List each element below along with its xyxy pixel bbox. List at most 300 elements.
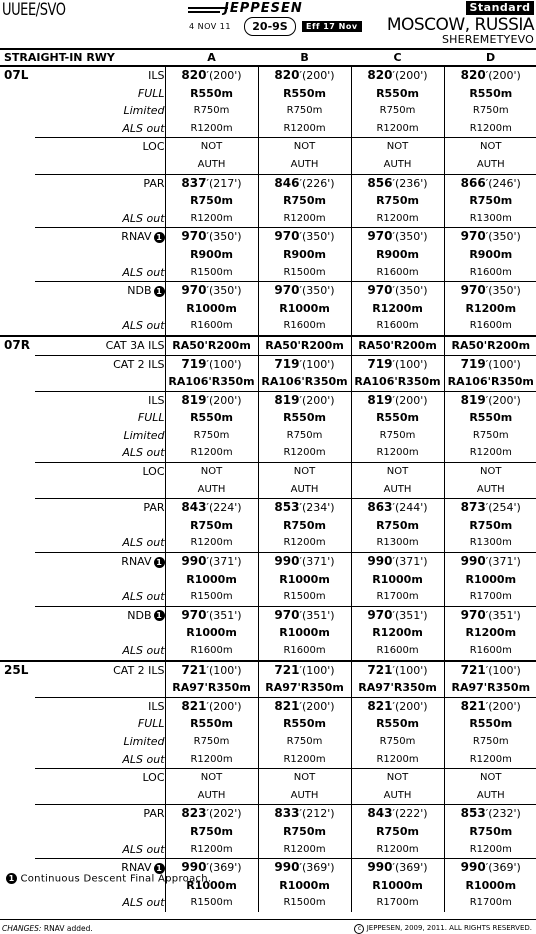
minimum-altitude — [166, 553, 258, 571]
visibility-value: R1000m — [186, 626, 237, 640]
altitude-value: 819 — [460, 392, 486, 407]
approach-label — [35, 662, 165, 680]
approach-label-text: ILS — [148, 393, 165, 407]
feet-mark: ′ — [485, 699, 489, 713]
altitude-value: 846 — [274, 175, 300, 190]
approach-label — [35, 698, 165, 716]
approach-label — [35, 317, 165, 335]
minimum-value: NOT — [200, 772, 223, 784]
minimum-value: R750m — [286, 105, 323, 117]
minimum-altitude — [166, 175, 258, 193]
minimum-value: R1200m — [469, 843, 512, 855]
category-cell — [258, 499, 351, 553]
minimum-value: AUTH — [476, 789, 505, 801]
minimum-altitude — [259, 282, 351, 300]
feet-mark: ′ — [299, 176, 302, 190]
visibility-value: RA97'R350m — [265, 681, 344, 695]
approach-label — [35, 246, 165, 264]
altitude-value: 821 — [274, 698, 300, 713]
visibility-value: R550m — [190, 411, 233, 425]
category-cell — [258, 66, 351, 138]
minimum-value: AUTH — [476, 158, 505, 170]
visibility-value: RA50'R200m — [451, 338, 531, 352]
column-header: C — [351, 49, 444, 66]
height-value: (100') — [488, 357, 521, 371]
height-value: (350') — [394, 230, 428, 244]
category-cell — [165, 174, 258, 228]
approach-label — [35, 175, 165, 193]
category-cell — [351, 606, 444, 660]
approach-label — [35, 373, 165, 391]
table-row — [0, 174, 536, 228]
altitude-value: 719 — [367, 356, 393, 371]
altitude-value: 990 — [367, 860, 393, 875]
height-value: (100') — [208, 357, 242, 371]
cdfa-note-icon: 1 — [154, 232, 165, 243]
table-row — [0, 553, 536, 607]
visibility-value: RA50'R200m — [358, 338, 437, 352]
feet-mark: ′ — [392, 807, 395, 821]
approach-label-cell — [35, 769, 165, 805]
table-row — [0, 336, 536, 355]
approach-label — [35, 751, 165, 769]
approach-label-text: ALS out — [122, 896, 165, 910]
feet-mark: ′ — [392, 608, 395, 622]
feet-mark: ′ — [392, 284, 395, 298]
height-value: (371') — [301, 555, 335, 569]
minimum-value: R1500m — [190, 266, 233, 278]
category-cell — [444, 391, 536, 462]
approach-label-text: ALS out — [122, 752, 165, 766]
runway-cell — [0, 661, 35, 698]
column-header: D — [444, 49, 536, 66]
minimum-value: NOT — [293, 466, 316, 478]
approach-label-cell — [35, 859, 165, 912]
visibility-value: R550m — [469, 411, 513, 425]
visibility-value: R1200m — [465, 301, 517, 315]
minimum-altitude — [445, 698, 536, 716]
height-value: (100') — [301, 357, 335, 371]
altitude-value: 819 — [367, 392, 393, 407]
feet-mark: ′ — [299, 501, 302, 515]
height-value: (100') — [208, 663, 242, 677]
minimum-value: R1600m — [190, 645, 233, 656]
category-cell — [258, 463, 351, 499]
approach-label-text: FULL — [137, 86, 165, 100]
height-value: (350') — [488, 230, 521, 244]
minimum-value: R1500m — [283, 591, 326, 603]
altitude-value: 820 — [367, 68, 393, 82]
minimum-altitude — [259, 698, 351, 716]
minimum-value: R1600m — [376, 320, 419, 332]
footer-divider — [0, 919, 536, 920]
approach-label-cell — [35, 391, 165, 462]
feet-mark: ′ — [299, 663, 302, 677]
chart-header — [0, 0, 536, 46]
altitude-value: 721 — [181, 662, 207, 677]
minimum-altitude — [352, 392, 444, 410]
height-value: (351') — [301, 608, 335, 622]
minimum-altitude — [352, 553, 444, 571]
runway-cell — [0, 282, 35, 336]
height-value: (351') — [208, 608, 242, 622]
altitude-value: 970 — [274, 229, 300, 244]
height-value: (202') — [208, 807, 242, 821]
approach-label-text: CAT 3A ILS — [105, 338, 165, 352]
visibility-value: RA50'R200m — [265, 338, 344, 352]
visibility-value: R550m — [283, 86, 326, 100]
minimum-value: R1200m — [469, 447, 512, 459]
feet-mark: ′ — [392, 555, 395, 569]
category-cell — [351, 661, 444, 698]
footnote-marker-icon: 1 — [6, 873, 17, 884]
approach-label-text: ALS out — [122, 211, 165, 225]
category-cell — [351, 336, 444, 355]
column-header: B — [258, 49, 351, 66]
visibility-value: R1000m — [372, 572, 423, 586]
altitude-value: 990 — [367, 554, 393, 569]
minimums-table — [0, 48, 536, 912]
chart-date: 4 NOV 11 — [189, 22, 231, 31]
altitude-value: 970 — [181, 283, 207, 298]
minimum-value: R1200m — [190, 447, 233, 459]
height-value: (200') — [208, 699, 242, 713]
feet-mark: ′ — [206, 807, 209, 821]
runway-cell — [0, 553, 35, 607]
visibility-value: R900m — [469, 247, 513, 261]
feet-mark: ′ — [299, 69, 302, 82]
visibility-value: RA106'R350m — [447, 375, 534, 389]
minimum-value: AUTH — [197, 789, 226, 801]
minimum-value: R1200m — [283, 843, 326, 855]
category-cell — [165, 463, 258, 499]
minimum-value: AUTH — [476, 483, 505, 495]
altitude-value: 856 — [367, 175, 393, 190]
minimum-altitude — [445, 175, 536, 193]
approach-label — [35, 85, 165, 103]
altitude-value: 843 — [367, 806, 393, 821]
feet-mark: ′ — [485, 501, 489, 515]
approach-label-text: ALS out — [122, 842, 165, 856]
category-cell — [444, 661, 536, 698]
approach-label — [35, 624, 165, 642]
approach-label-text: CAT 2 ILS — [113, 357, 165, 371]
brand-name: JEPPESEN — [224, 1, 303, 16]
minimum-value: R1200m — [283, 537, 326, 549]
airport-name: SHEREMETYEVO — [441, 33, 534, 46]
altitude-value: 820 — [460, 68, 486, 82]
category-cell — [444, 463, 536, 499]
category-cell — [258, 661, 351, 698]
minimum-altitude — [445, 67, 536, 85]
category-cell — [258, 769, 351, 805]
feet-mark: ′ — [485, 357, 489, 371]
category-cell — [444, 336, 536, 355]
height-value: (200') — [301, 393, 335, 407]
approach-label-text: PAR — [143, 501, 165, 515]
approach-label — [35, 499, 165, 517]
feet-mark: ′ — [299, 230, 302, 244]
feet-mark: ′ — [299, 699, 302, 713]
height-value: (100') — [394, 357, 428, 371]
approach-label-text: Limited — [123, 734, 165, 748]
minimum-altitude — [259, 553, 351, 571]
visibility-value: R550m — [283, 717, 326, 731]
height-value: (212') — [301, 807, 335, 821]
approach-label-text: ALS out — [122, 644, 165, 657]
approach-label-cell — [35, 463, 165, 499]
altitude-value: 721 — [274, 662, 300, 677]
approach-label-text: NDB — [127, 284, 152, 298]
minimum-value: NOT — [200, 141, 223, 153]
height-value: (200') — [301, 699, 335, 713]
feet-mark: ′ — [206, 69, 209, 82]
feet-mark: ′ — [206, 230, 209, 244]
category-cell — [258, 336, 351, 355]
altitude-value: 970 — [367, 283, 393, 298]
minimum-altitude — [259, 228, 351, 246]
feet-mark: ′ — [392, 357, 395, 371]
height-value: (200') — [208, 393, 242, 407]
minimum-value: AUTH — [383, 158, 412, 170]
height-value: (100') — [488, 663, 521, 677]
visibility-value: R1000m — [186, 878, 237, 892]
approach-label — [35, 534, 165, 552]
minimum-altitude — [166, 698, 258, 716]
approach-label — [35, 823, 165, 841]
minimum-value: R1200m — [190, 843, 233, 855]
height-value: (236') — [394, 176, 428, 190]
minimum-altitude — [259, 499, 351, 517]
approach-label-cell — [35, 228, 165, 282]
visibility-value: R550m — [469, 717, 513, 731]
altitude-value: 721 — [367, 662, 393, 677]
approach-label — [35, 210, 165, 228]
changes-note — [2, 924, 93, 933]
minimum-value: R750m — [286, 429, 323, 441]
minimum-altitude — [352, 282, 444, 300]
height-value: (254') — [488, 501, 521, 515]
category-cell — [258, 553, 351, 607]
minimum-value: R750m — [472, 735, 509, 747]
height-value: (200') — [394, 69, 428, 82]
runway-cell — [0, 606, 35, 660]
visibility-value: R900m — [190, 247, 233, 261]
altitude-value: 821 — [367, 698, 393, 713]
approach-label-text: Limited — [123, 428, 165, 442]
approach-label-text: PAR — [143, 807, 165, 821]
icao-identifier: UUEE/SVO — [2, 0, 66, 20]
category-cell — [165, 805, 258, 859]
minimum-altitude — [259, 805, 351, 823]
visibility-value: R750m — [469, 194, 513, 208]
category-cell — [165, 336, 258, 355]
altitude-value: 970 — [460, 283, 486, 298]
visibility-value: R1200m — [465, 626, 517, 640]
visibility-value: RA106'R350m — [354, 375, 441, 389]
height-value: (200') — [488, 69, 521, 82]
minimum-altitude — [166, 228, 258, 246]
minimum-value: R1200m — [376, 753, 419, 765]
height-value: (350') — [208, 284, 242, 298]
altitude-value: 863 — [367, 500, 393, 515]
feet-mark: ′ — [392, 230, 395, 244]
altitude-value: 833 — [274, 806, 300, 821]
approach-label — [35, 894, 165, 912]
approach-label-text: PAR — [143, 176, 165, 190]
minimum-altitude — [445, 805, 536, 823]
city-name: MOSCOW, RUSSIA — [386, 15, 534, 35]
minimum-value: NOT — [480, 772, 502, 784]
minimum-value: R1200m — [190, 753, 233, 765]
approach-label — [35, 138, 165, 156]
minimum-value: R1700m — [469, 591, 512, 603]
visibility-value: R1000m — [186, 301, 237, 315]
altitude-value: 819 — [274, 392, 300, 407]
height-value: (244') — [394, 501, 428, 515]
minimum-altitude — [352, 499, 444, 517]
feet-mark: ′ — [299, 284, 302, 298]
table-row — [0, 499, 536, 553]
visibility-value: R750m — [469, 518, 513, 532]
minimum-altitude — [445, 392, 536, 410]
feet-mark: ′ — [299, 807, 302, 821]
minimum-altitude — [259, 607, 351, 625]
visibility-value: RA50'R200m — [172, 338, 251, 352]
table-row — [0, 697, 536, 768]
approach-label — [35, 120, 165, 138]
runway-cell — [0, 228, 35, 282]
approach-label — [35, 715, 165, 733]
feet-mark: ′ — [392, 861, 395, 875]
visibility-value: R750m — [190, 824, 233, 838]
feet-mark: ′ — [299, 861, 302, 875]
minimum-altitude — [445, 607, 536, 625]
feet-mark: ′ — [206, 699, 209, 713]
minimum-altitude — [259, 392, 351, 410]
visibility-value: RA106'R350m — [168, 375, 255, 389]
feet-mark: ′ — [485, 663, 489, 677]
category-cell — [444, 499, 536, 553]
feet-mark: ′ — [206, 501, 209, 515]
visibility-value: R1000m — [372, 878, 423, 892]
category-cell — [351, 499, 444, 553]
category-cell — [351, 391, 444, 462]
category-cell — [165, 606, 258, 660]
minimum-altitude — [166, 499, 258, 517]
approach-label — [35, 588, 165, 606]
minimum-altitude — [352, 698, 444, 716]
height-value: (222') — [394, 807, 428, 821]
jeppesen-logo — [188, 2, 323, 16]
approach-label — [35, 102, 165, 120]
approach-label-text: ALS out — [122, 446, 165, 460]
height-value: (246') — [488, 176, 521, 190]
height-value: (350') — [301, 230, 335, 244]
height-value: (369') — [394, 861, 428, 875]
table-header-row — [0, 49, 536, 66]
approach-label — [35, 356, 165, 374]
height-value: (350') — [208, 230, 242, 244]
altitude-value: 837 — [181, 175, 207, 190]
height-value: (100') — [394, 663, 428, 677]
category-cell — [351, 282, 444, 336]
category-cell — [351, 859, 444, 912]
minimum-value: R1600m — [469, 266, 512, 278]
minimum-value: NOT — [480, 141, 502, 153]
visibility-value: R750m — [283, 824, 326, 838]
feet-mark: ′ — [206, 555, 209, 569]
approach-label — [35, 264, 165, 282]
minimum-altitude — [166, 356, 258, 374]
category-cell — [165, 228, 258, 282]
approach-label-cell — [35, 805, 165, 859]
approach-label — [35, 805, 165, 823]
feet-mark: ′ — [485, 230, 489, 244]
minimum-altitude — [445, 859, 536, 877]
visibility-value: R750m — [376, 824, 419, 838]
column-header: STRAIGHT-IN RWY — [0, 49, 165, 66]
approach-label — [35, 67, 165, 85]
visibility-value: R550m — [376, 717, 419, 731]
approach-label — [35, 517, 165, 535]
altitude-value: 990 — [460, 554, 486, 569]
altitude-value: 866 — [460, 175, 486, 190]
visibility-value: R900m — [283, 247, 326, 261]
runway-cell — [0, 805, 35, 859]
visibility-value: R550m — [190, 717, 233, 731]
cdfa-note-icon: 1 — [154, 557, 165, 568]
copyright-text: JEPPESEN, 2009, 2011. ALL RIGHTS RESERVED. — [366, 924, 532, 932]
approach-label-cell — [35, 499, 165, 553]
category-cell — [444, 805, 536, 859]
minimum-value: R750m — [379, 735, 416, 747]
approach-label — [35, 553, 165, 571]
altitude-value: 719 — [274, 356, 300, 371]
approach-label-text: ILS — [148, 699, 165, 713]
category-cell — [351, 138, 444, 174]
altitude-value: 820 — [181, 68, 207, 82]
height-value: (200') — [488, 393, 521, 407]
minimum-altitude — [352, 859, 444, 877]
minimum-value: NOT — [480, 466, 502, 478]
category-cell — [258, 228, 351, 282]
feet-mark: ′ — [299, 555, 302, 569]
minimum-value: R1200m — [469, 122, 512, 134]
approach-label-text: LOC — [142, 771, 165, 785]
minimum-value: AUTH — [290, 789, 319, 801]
feet-mark: ′ — [485, 807, 489, 821]
minimum-value: NOT — [386, 141, 409, 153]
category-cell — [165, 661, 258, 698]
minimum-value: AUTH — [197, 158, 226, 170]
minimum-altitude — [352, 805, 444, 823]
category-cell — [351, 355, 444, 391]
approach-label-text: RNAV — [121, 555, 152, 569]
altitude-value: 970 — [274, 607, 300, 622]
column-header: A — [165, 49, 258, 66]
minimum-value: AUTH — [290, 158, 319, 170]
feet-mark: ′ — [392, 501, 395, 515]
minimum-altitude — [352, 67, 444, 85]
visibility-value: R550m — [376, 411, 419, 425]
visibility-value: R550m — [283, 411, 326, 425]
category-cell — [444, 355, 536, 391]
category-cell — [444, 282, 536, 336]
runway-cell — [0, 769, 35, 805]
altitude-value: 823 — [181, 806, 207, 821]
minimum-altitude — [166, 67, 258, 85]
